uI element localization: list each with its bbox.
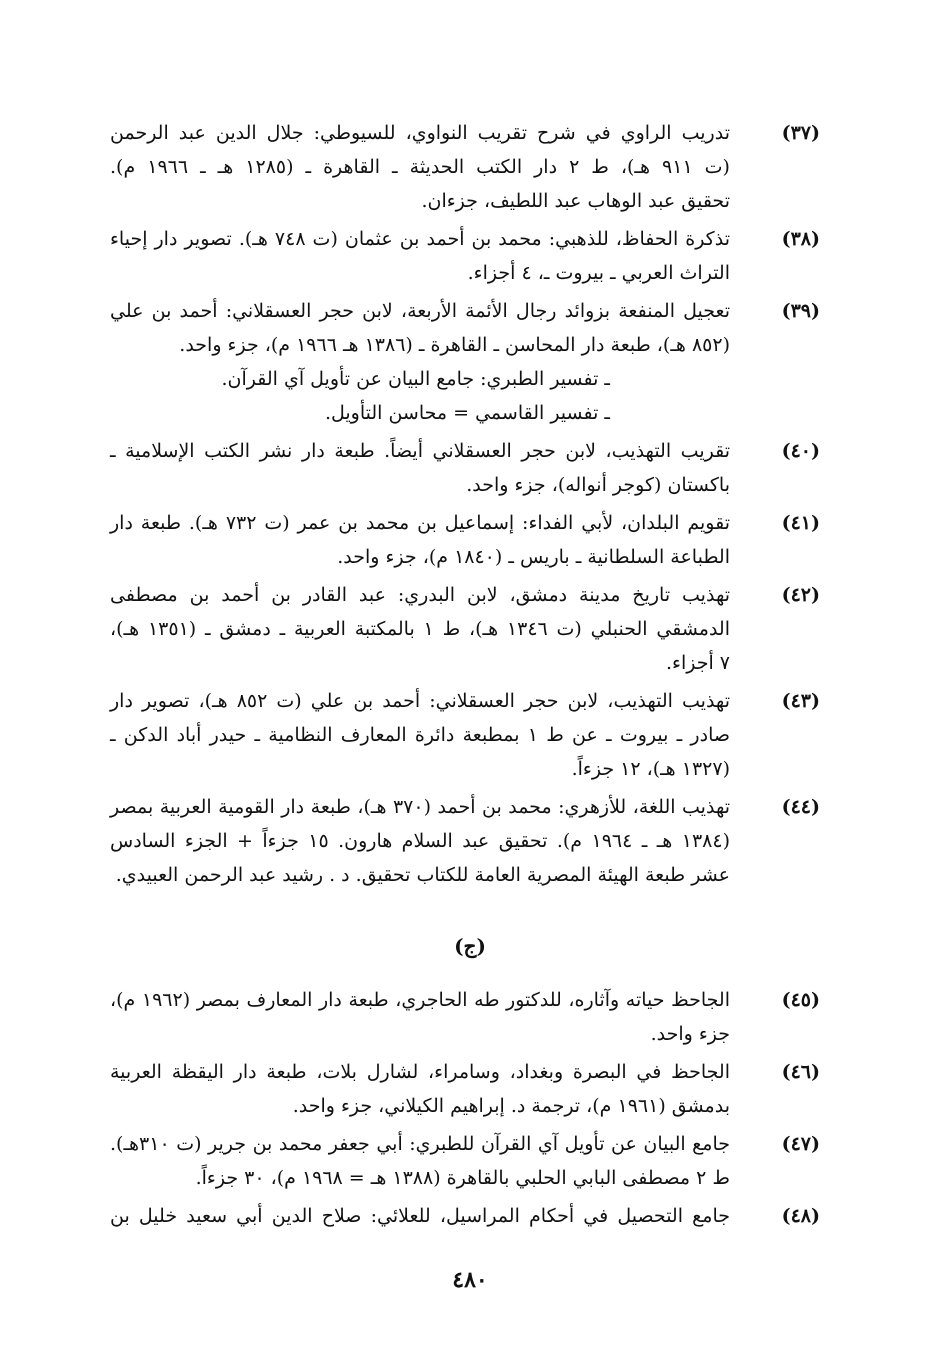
bibliography-entry: [110, 506, 830, 574]
entry-text-line: بدمشق (١٩٦١ م)، ترجمة د. إبراهيم الكيلاني، جزء واحد.: [292, 1095, 730, 1117]
entry-text-line: تدريب الراوي في شرح تقريب النواوي، للسيوطي: جلال الدين عبد الرحمن: [110, 122, 730, 144]
entry-text-line: تقويم البلدان، لأبي الفداء: إسماعيل بن محمد بن عمر (ت ٧٣٢ هـ). طبعة دار: [110, 512, 731, 534]
bibliography-entry: [110, 983, 830, 1051]
entry-text-line: تعجيل المنفعة بزوائد رجال الأئمة الأربعة، لابن حجر العسقلاني: أحمد بن علي: [110, 300, 730, 322]
entry-text-line: (٨٥٢ هـ)، طبعة دار المحاسن ـ القاهرة ـ (١٣٨٦ هـ ١٩٦٦ م)، جزء واحد.: [179, 334, 730, 356]
entry-number: (٤٣): [781, 690, 820, 712]
entry-text-line: تهذيب تاريخ مدينة دمشق، لابن البدري: عبد القادر بن أحمد بن مصطفى: [110, 584, 730, 606]
bibliography-list-a: [110, 116, 830, 896]
entry-text-line: الدمشقي الحنبلي (ت ١٣٤٦ هـ)، ط ١ بالمكتبة العربية ـ دمشق ـ (١٣٥١ هـ)،: [110, 618, 731, 640]
section-heading: (ج): [454, 934, 486, 958]
entry-number: (٤٤): [781, 796, 820, 818]
entry-text-line: تذكرة الحفاظ، للذهبي: محمد بن أحمد بن عثمان (ت ٧٤٨ هـ). تصوير دار إحياء: [110, 228, 730, 250]
entry-number: (٤٨): [781, 1205, 820, 1227]
entry-text-line: صادر ـ بيروت ـ عن ط ١ بمطبعة دائرة المعارف النظامية ـ حيدر أباد الدكن ـ: [110, 724, 730, 746]
entry-text-line: تحقيق عبد الوهاب عبد اللطيف، جزءان.: [421, 190, 730, 212]
entry-text-line: جامع التحصيل في أحكام المراسيل، للعلائي: صلاح الدين أبي سعيد خليل بن: [110, 1205, 730, 1227]
bibliography-entry: [110, 116, 830, 218]
cross-reference: ـ تفسير الطبري: جامع البيان عن تأويل آي القرآن.: [221, 368, 610, 390]
entry-text-line: باكستان (كوجر أنواله)، جزء واحد.: [466, 474, 730, 496]
entry-text-line: عشر طبعة الهيئة المصرية العامة للكتاب تحقيق. د . رشيد عبد الرحمن العبيدي.: [115, 864, 730, 886]
entry-text-line: (١٣٨٤ هـ ـ ١٩٦٤ م). تحقيق عبد السلام هارون. ١٥ جزءاً + الجزء السادس: [110, 830, 730, 852]
entry-number: (٤٥): [781, 989, 820, 1011]
entry-text-line: (١٣٢٧ هـ)، ١٢ جزءاً.: [571, 758, 730, 780]
entry-text-line: (ت ٩١١ هـ)، ط ٢ دار الكتب الحديثة ـ القاهرة ـ (١٢٨٥ هـ ـ ١٩٦٦ م).: [110, 156, 730, 178]
bibliography-entry: [110, 222, 830, 290]
bibliography-entry: [110, 684, 830, 786]
bibliography-entry: [110, 1127, 830, 1195]
bibliography-entry: [110, 578, 830, 680]
bibliography-entry: [110, 790, 830, 892]
bibliography-entry: [110, 294, 830, 430]
cross-reference: ـ تفسير القاسمي = محاسن التأويل.: [324, 402, 610, 424]
entry-text-line: ٧ أجزاء.: [665, 652, 730, 674]
entry-text-line: جزء واحد.: [650, 1023, 730, 1045]
bibliography-entry: [110, 434, 830, 502]
entry-text-line: الجاحظ حياته وآثاره، للدكتور طه الحاجري، طبعة دار المعارف بمصر (١٩٦٢ م)،: [110, 989, 730, 1011]
entry-text-line: الجاحظ في البصرة وبغداد، وسامراء، لشارل بلات، طبعة دار اليقظة العربية: [110, 1061, 730, 1083]
entry-number: (٤٦): [781, 1061, 820, 1083]
entry-number: (٤٢): [781, 584, 820, 606]
entry-text-line: ط ٢ مصطفى البابي الحلبي بالقاهرة (١٣٨٨ هـ = ١٩٦٨ م)، ٣٠ جزءاً.: [195, 1167, 730, 1189]
page-number: ٤٨٠: [452, 1267, 488, 1293]
bibliography-list-b: [110, 983, 830, 1237]
entry-text-line: جامع البيان عن تأويل آي القرآن للطبري: أبي جعفر محمد بن جرير (ت ٣١٠هـ).: [110, 1133, 730, 1155]
entry-number: (٤٧): [781, 1133, 820, 1155]
entry-text-line: تهذيب التهذيب، لابن حجر العسقلاني: أحمد بن علي (ت ٨٥٢ هـ)، تصوير دار: [110, 690, 730, 712]
entry-text-line: التراث العربي ـ بيروت ـ، ٤ أجزاء.: [467, 262, 730, 284]
entry-number: (٤١): [781, 512, 820, 534]
entry-text-line: تهذيب اللغة، للأزهري: محمد بن أحمد (٣٧٠ هـ)، طبعة دار القومية العربية بمصر: [110, 796, 730, 818]
entry-number: (٤٠): [781, 440, 820, 462]
bibliography-entry: [110, 1199, 830, 1233]
bibliography-entry: [110, 1055, 830, 1123]
entry-number: (٣٨): [781, 228, 820, 250]
entry-text-line: الطباعة السلطانية ـ باريس ـ (١٨٤٠ م)، جزء واحد.: [337, 546, 730, 568]
entry-text-line: تقريب التهذيب، لابن حجر العسقلاني أيضاً. طبعة دار نشر الكتب الإسلامية ـ: [110, 440, 730, 462]
entry-number: (٣٩): [781, 300, 820, 322]
entry-number: (٣٧): [781, 122, 820, 144]
